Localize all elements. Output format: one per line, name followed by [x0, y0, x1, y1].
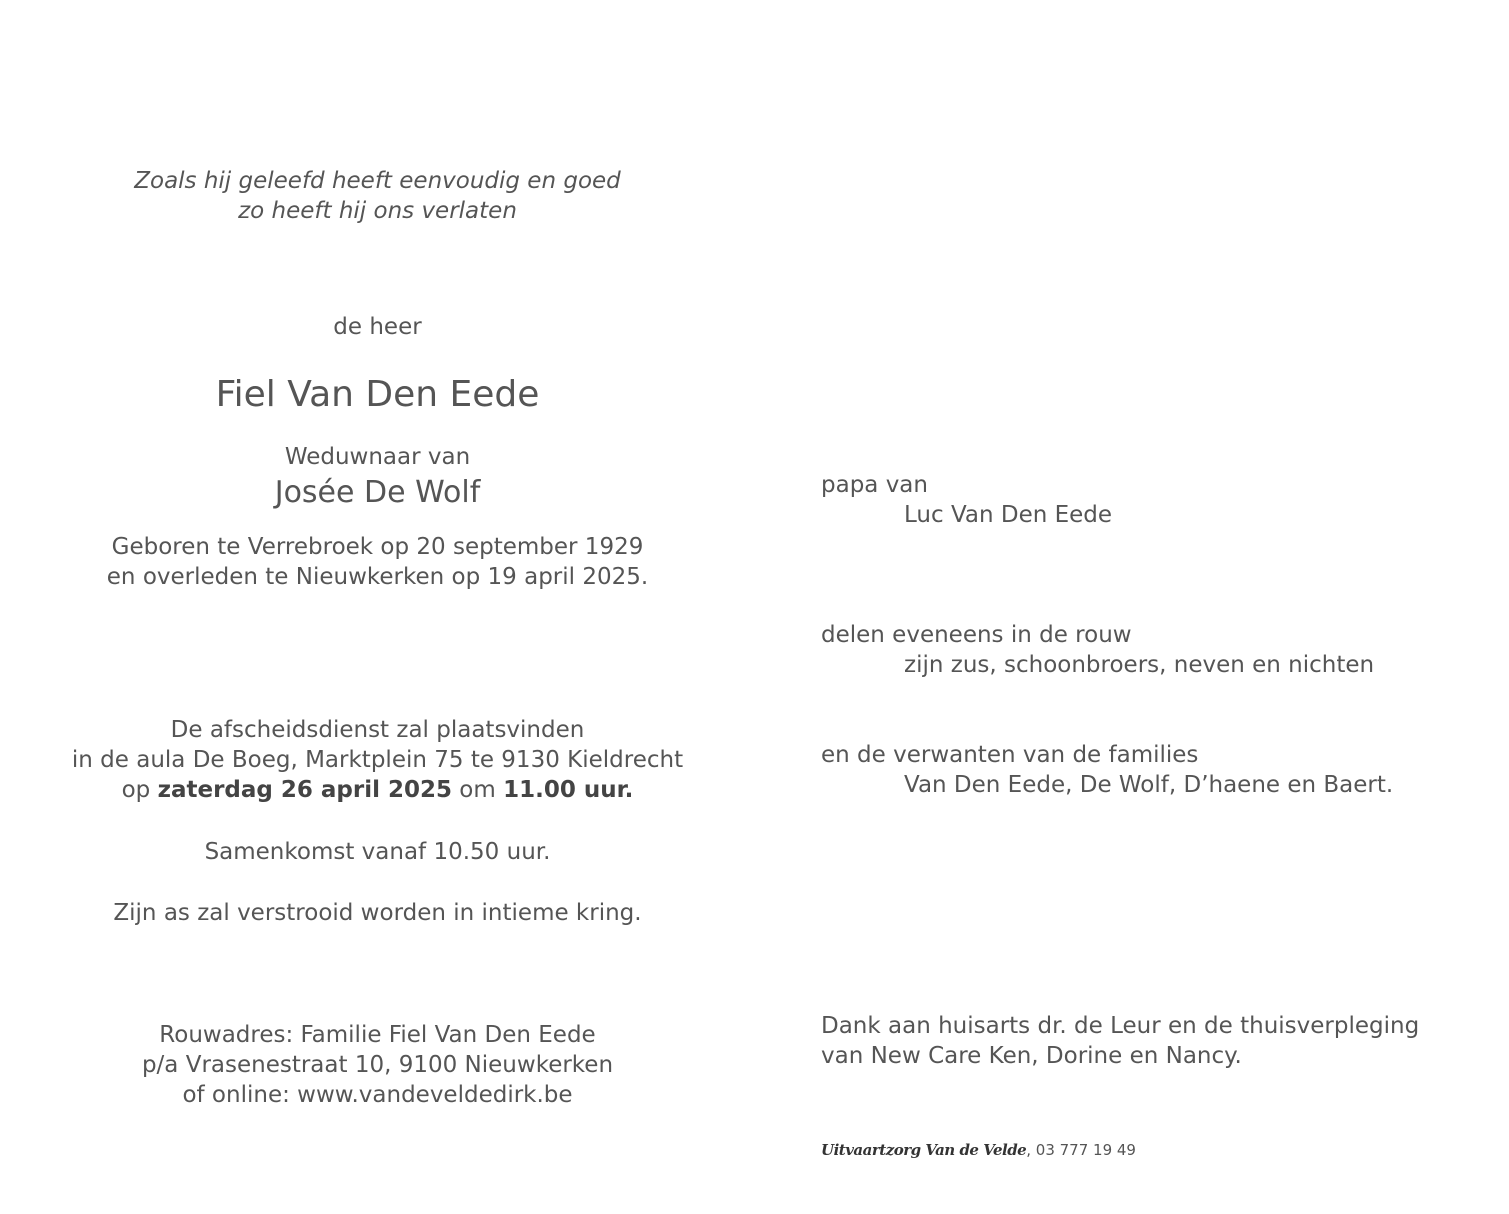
motto-line-2: zo heeft hij ons verlaten [238, 198, 517, 224]
family-papa [821, 470, 1481, 530]
thanks-line-2: van New Care Ken, Dorine en Nancy. [821, 1043, 1242, 1069]
service-line-2: in de aula De Boeg, Marktplein 75 te 9130 Kieldrecht [71, 747, 684, 773]
gathering-time: Samenkomst vanaf 10.50 uur. [204, 839, 551, 865]
thanks-note [821, 1011, 1481, 1071]
relatives-label: en de verwanten van de families [821, 742, 1199, 768]
deceased-name: Fiel Van Den Eede [215, 374, 540, 415]
address-line-1: Rouwadres: Familie Fiel Van Den Eede [159, 1022, 596, 1048]
born-line: Geboren te Verrebroek op 20 september 1929 [111, 534, 644, 560]
ashes-note: Zijn as zal verstrooid worden in intieme kring. [113, 900, 642, 926]
service-time: 11.00 uur. [503, 777, 634, 803]
relatives-names: Van Den Eede, De Wolf, D’haene en Baert. [904, 772, 1394, 798]
service-line-1: De afscheidsdienst zal plaatsvinden [170, 717, 585, 743]
motto [40, 166, 715, 226]
died-line: en overleden te Nieuwkerken op 19 april 2025. [106, 564, 649, 590]
address-line-2: p/a Vrasenestraat 10, 9100 Nieuwkerken [141, 1052, 614, 1078]
funeral-director-footer [821, 1140, 1481, 1160]
service-date: zaterdag 26 april 2025 [157, 777, 452, 803]
company-signature: Uitvaartzorg Van de Velde [821, 1141, 1027, 1159]
papa-label: papa van [821, 472, 928, 498]
mourning-address [40, 1020, 715, 1110]
thanks-line-1: Dank aan huisarts dr. de Leur en de thuisverpleging [821, 1013, 1420, 1039]
company-phone: , 03 777 19 49 [1026, 1141, 1136, 1159]
life-dates [40, 532, 715, 592]
widower-label: Weduwnaar van [284, 444, 471, 470]
family-relatives [821, 740, 1481, 800]
papa-names: Luc Van Den Eede [904, 502, 1113, 528]
spouse-name: Josée De Wolf [274, 475, 481, 510]
service-prefix: op [121, 777, 158, 803]
address-line-3: of online: www.vandeveldedirk.be [182, 1082, 573, 1108]
family-mourners [821, 620, 1481, 680]
mourn-label: delen eveneens in de rouw [821, 622, 1132, 648]
motto-line-1: Zoals hij geleefd heeft eenvoudig en goed [134, 168, 621, 194]
service-details [40, 715, 715, 805]
service-line-3 [40, 775, 715, 805]
service-mid: om [452, 777, 504, 803]
mourn-names: zijn zus, schoonbroers, neven en nichten [904, 652, 1375, 678]
deceased-title: de heer [333, 314, 422, 340]
